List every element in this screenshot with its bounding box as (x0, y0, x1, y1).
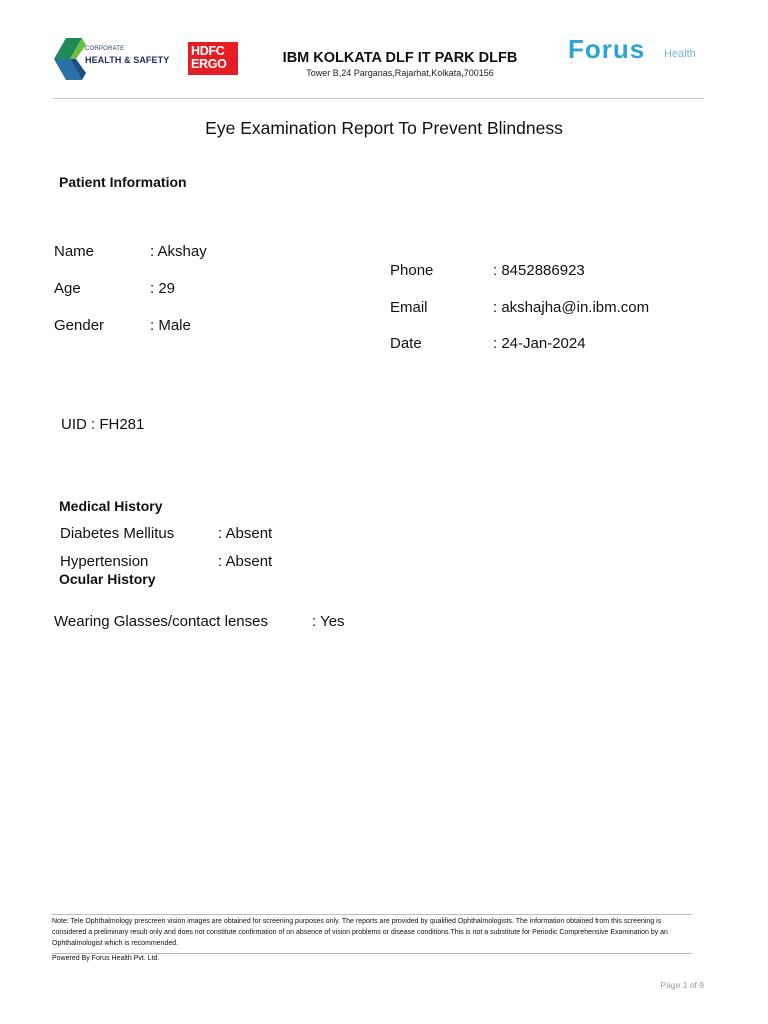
age-value: : 29 (150, 280, 176, 297)
hypertension-value: : Absent (218, 553, 273, 570)
diabetes-value: : Absent (218, 525, 273, 542)
header-divider (52, 98, 704, 99)
hdfc-ergo-logo (188, 42, 238, 75)
age-label: Age (54, 280, 81, 297)
name-value: : Akshay (150, 243, 207, 260)
footer-divider-bottom (52, 953, 692, 954)
patient-info-heading: Patient Information (59, 174, 187, 190)
email-value: : akshajha@in.ibm.com (493, 299, 650, 316)
phone-value: : 8452886923 (493, 262, 585, 279)
date-label: Date (390, 335, 422, 352)
diabetes-label: Diabetes Mellitus (60, 525, 175, 542)
page-number: Page 1 of 9 (660, 980, 704, 990)
gender-value: : Male (150, 317, 191, 334)
powered-by: Powered By Forus Health Pvt. Ltd. (52, 955, 160, 962)
report-title: Eye Examination Report To Prevent Blindness (205, 118, 563, 138)
forus-brand-logo: Forus (568, 34, 646, 64)
disclaimer-note: Note: Tele Ophthalmology prescreen vision images are obtained for screening purposes only. The reports are provided by qualified Ophthalmologists. The information obtained from this screening is considered a preliminary result only and does not constitute confirmation of on absence of vision problems or disease conditions.This is not a substitute for Periodic Comprehensive Examination by an Ophthalmologist which is recommended. (52, 918, 668, 947)
clinic-name: IBM KOLKATA DLF IT PARK DLFB (282, 50, 518, 66)
logo-caption-big: HEALTH & SAFETY (85, 55, 170, 65)
phone-label: Phone (390, 262, 434, 279)
hdfc-logo-line1: HDFC (191, 44, 225, 58)
forus-brand-sub: Health (664, 48, 696, 60)
footer-divider-top (52, 914, 692, 915)
hypertension-label: Hypertension (60, 553, 149, 570)
date-value: : 24-Jan-2024 (493, 335, 586, 352)
glasses-value: : Yes (312, 613, 345, 630)
gender-label: Gender (54, 317, 105, 334)
logo-caption-small: CORPORATE (85, 46, 125, 52)
clinic-address: Tower B,24 Parganas,Rajarhat,Kolkata,700156 (306, 68, 494, 78)
glasses-label: Wearing Glasses/contact lenses (54, 613, 268, 630)
email-label: Email (390, 299, 428, 316)
ocular-history-heading: Ocular History (59, 571, 156, 587)
medical-history-heading: Medical History (59, 498, 163, 514)
uid: UID : FH281 (61, 416, 145, 433)
name-label: Name (54, 243, 95, 260)
hdfc-logo-line2: ERGO (191, 57, 227, 71)
